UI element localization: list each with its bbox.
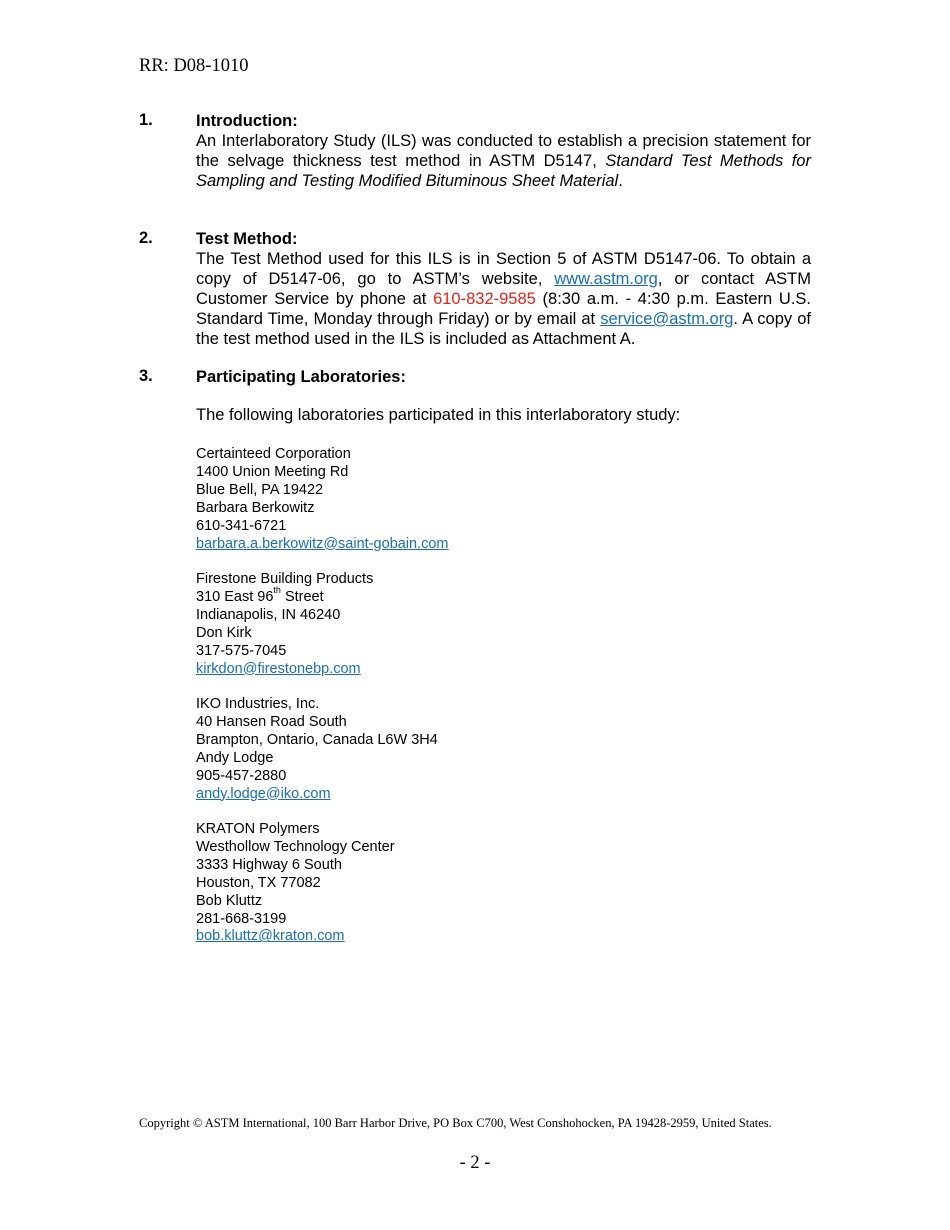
section-number: 3. [139, 367, 153, 385]
lab-phone: 610-341-6721 [196, 517, 287, 534]
page-number: - 2 - [459, 1153, 491, 1173]
lab-city: Brampton, Ontario, Canada L6W 3H4 [196, 731, 438, 748]
lab-entry [196, 696, 438, 803]
lab-email-link[interactable]: andy.lodge@iko.com [196, 785, 331, 802]
lab-entry [196, 446, 448, 553]
lab-company: Certainteed Corporation [196, 446, 351, 462]
lab-city: Indianapolis, IN 46240 [196, 606, 341, 623]
section-introduction [139, 111, 811, 191]
section-participating-labs [139, 367, 811, 387]
section-title: Introduction: [196, 112, 298, 130]
labs-intro-text: The following laboratories participated in this interlaboratory study: [196, 406, 681, 424]
lab-division: Westhollow Technology Center [196, 838, 395, 855]
section-title: Test Method: [196, 230, 298, 248]
lab-street: 40 Hansen Road South [196, 713, 347, 730]
lab-phone: 281-668-3199 [196, 910, 287, 927]
section-paragraph: An Interlaboratory Study (ILS) was conducted to establish a precision statement for the selvage thickness test method in ASTM D5147, Standard Test Methods for Sampling and Testing Modified Bituminous Sheet Material. [196, 132, 811, 190]
service-email-link[interactable]: service@astm.org [600, 310, 734, 328]
lab-email-link[interactable]: barbara.a.berkowitz@saint-gobain.com [196, 535, 449, 552]
lab-company: KRATON Polymers [196, 821, 320, 837]
lab-contact: Barbara Berkowitz [196, 499, 315, 516]
lab-contact: Andy Lodge [196, 749, 274, 766]
section-number: 1. [139, 111, 153, 129]
lab-email-link[interactable]: bob.kluttz@kraton.com [196, 928, 345, 945]
standard-title: Standard Test Methods for Sampling and Testing Modified Bituminous Sheet Material [196, 152, 811, 190]
lab-phone: 905-457-2880 [196, 767, 287, 784]
section-number: 2. [139, 229, 153, 247]
lab-city: Blue Bell, PA 19422 [196, 481, 324, 498]
phone-number: 610-832-9585 [433, 290, 536, 308]
lab-contact: Bob Kluttz [196, 892, 263, 909]
lab-street: 310 East 96th Street [196, 585, 324, 605]
lab-entry [196, 571, 373, 678]
lab-street: 3333 Highway 6 South [196, 856, 342, 873]
lab-company: Firestone Building Products [196, 571, 374, 587]
astm-website-link[interactable]: www.astm.org [554, 270, 658, 288]
section-paragraph: The Test Method used for this ILS is in Section 5 of ASTM D5147-06. To obtain a copy of D5147-06, go to ASTM’s website, www.astm.org, or contact ASTM Customer Service by phone at 610-832-9585 (8:30 a.m. - 4:30 p.m. Eastern U.S. Standard Time, Monday through Friday) or by email at service@astm.org. A copy of the test method used in the ILS is included as Attachment A. [196, 250, 811, 348]
lab-entry [196, 821, 395, 946]
report-number: RR: D08-1010 [139, 56, 249, 76]
lab-email-link[interactable]: kirkdon@firestonebp.com [196, 660, 361, 677]
lab-company: IKO Industries, Inc. [196, 696, 320, 712]
lab-city: Houston, TX 77082 [196, 874, 321, 891]
section-title: Participating Laboratories: [196, 368, 406, 386]
lab-contact: Don Kirk [196, 624, 252, 641]
lab-phone: 317-575-7045 [196, 642, 287, 659]
lab-street: 1400 Union Meeting Rd [196, 463, 349, 480]
section-test-method [139, 229, 811, 349]
copyright-notice: Copyright © ASTM International, 100 Barr Harbor Drive, PO Box C700, West Conshohocken, PA 19428-2959, United States. [139, 1116, 772, 1130]
